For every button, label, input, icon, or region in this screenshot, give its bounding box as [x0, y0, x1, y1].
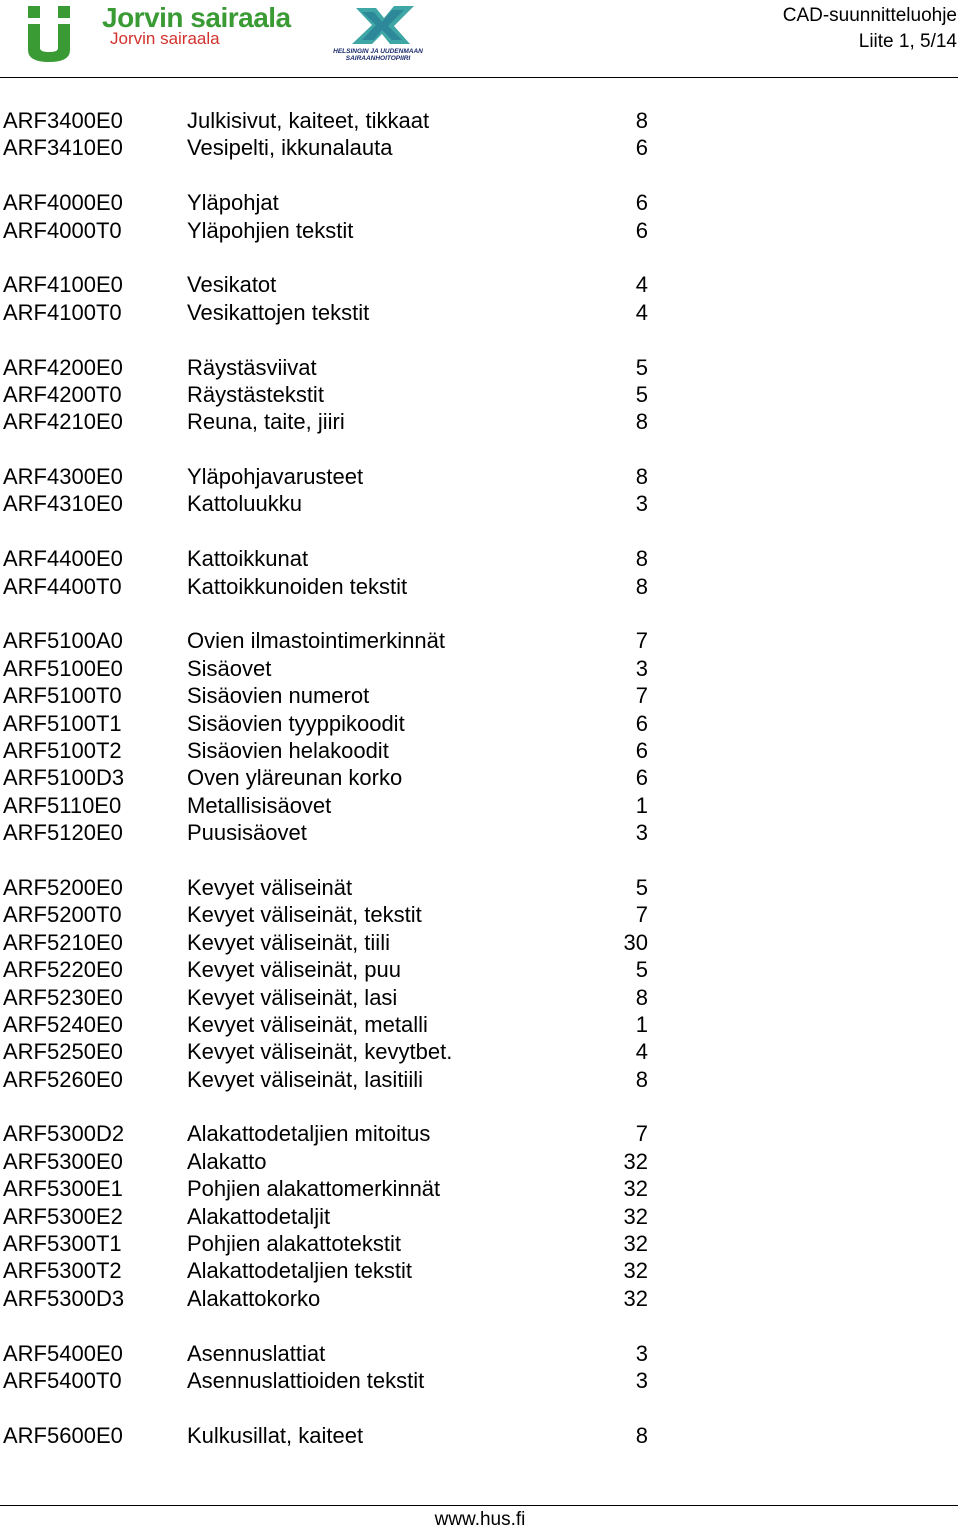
layer-description: Ovien ilmastointimerkinnät — [187, 628, 445, 654]
layer-color-number: 32 — [623, 1203, 648, 1229]
layer-description: Pohjien alakattotekstit — [187, 1231, 402, 1257]
layer-description: Vesipelti, ikkunalauta — [187, 135, 393, 161]
layer-row — [0, 737, 700, 764]
layer-description: Vesikattojen tekstit — [187, 299, 370, 325]
layer-row — [0, 1120, 700, 1147]
layer-row — [0, 107, 700, 134]
layer-description: Alakattodetaljien tekstit — [187, 1258, 413, 1284]
layer-description: Kevyet väliseinät, lasitiili — [187, 1066, 423, 1092]
layer-color-number: 3 — [635, 1367, 648, 1393]
layer-description: Kevyet väliseinät, lasi — [187, 984, 398, 1010]
layer-code: ARF5110E0 — [3, 792, 122, 818]
row-spacer — [0, 1312, 700, 1339]
layer-code: ARF5400E0 — [3, 1340, 123, 1366]
layer-row — [0, 1148, 700, 1175]
layer-code: ARF3400E0 — [3, 108, 123, 133]
layer-code: ARF5260E0 — [3, 1066, 123, 1092]
row-spacer — [0, 600, 700, 627]
layer-description: Metallisisäovet — [187, 792, 332, 818]
row-spacer — [0, 244, 700, 271]
layer-color-number: 6 — [635, 135, 648, 161]
layer-description: Kevyet väliseinät, tiili — [187, 929, 390, 955]
logo-wordmark: Jorvin sairaala — [102, 2, 291, 33]
layer-row — [0, 682, 700, 709]
layer-color-number: 7 — [635, 902, 648, 928]
layer-row — [0, 189, 700, 216]
layer-color-number: 6 — [635, 737, 648, 763]
hus-caption-line1: HELSINGIN JA UUDENMAAN — [333, 48, 423, 55]
layer-code: ARF5300T2 — [3, 1258, 122, 1284]
layer-code: ARF5200T0 — [3, 902, 122, 928]
layer-color-number: 32 — [623, 1176, 648, 1202]
layer-row — [0, 1230, 700, 1257]
layer-code: ARF5400T0 — [3, 1367, 122, 1393]
layer-color-number: 32 — [623, 1285, 648, 1311]
layer-description: Julkisivut, kaiteet, tikkaat — [187, 108, 430, 133]
layer-color-number: 4 — [635, 272, 648, 298]
layer-description: Asennuslattioiden tekstit — [187, 1367, 425, 1393]
layer-color-number: 6 — [635, 710, 648, 736]
layer-code: ARF5100T0 — [3, 683, 122, 709]
layer-color-number: 4 — [635, 1039, 648, 1065]
layer-color-number: 32 — [623, 1258, 648, 1284]
layer-code: ARF5300D2 — [3, 1121, 125, 1147]
layer-code: ARF5240E0 — [3, 1011, 123, 1037]
layer-code: ARF5600E0 — [3, 1422, 123, 1448]
logo-subtitle: Jorvin sairaala — [110, 29, 220, 48]
layer-description: Oven yläreunan korko — [187, 765, 403, 791]
layer-color-number: 8 — [635, 1422, 648, 1448]
layer-description: Kevyet väliseinät, tekstit — [187, 902, 422, 928]
layer-row — [0, 1367, 700, 1394]
layer-description: Sisäovien helakoodit — [187, 737, 389, 763]
layer-color-number: 8 — [635, 1066, 648, 1092]
document-title: CAD-suunnitteluohje — [782, 5, 957, 26]
layer-row — [0, 1175, 700, 1202]
footer-divider — [0, 1505, 958, 1506]
layer-color-number: 6 — [635, 765, 648, 791]
layer-row — [0, 792, 700, 819]
layer-row — [0, 490, 700, 517]
layer-color-number: 1 — [635, 1011, 648, 1037]
layer-row — [0, 354, 700, 381]
layer-color-number: 4 — [635, 299, 648, 325]
layer-color-number: 8 — [635, 464, 648, 490]
layer-code: ARF5220E0 — [3, 957, 123, 983]
layer-description: Kattoikkunoiden tekstit — [187, 573, 408, 599]
layer-row — [0, 408, 700, 435]
layer-color-number: 8 — [635, 573, 648, 599]
layer-row — [0, 463, 700, 490]
layer-row — [0, 764, 700, 791]
hus-caption — [328, 48, 428, 62]
layer-description: Reuna, taite, jiiri — [187, 409, 345, 435]
layer-code: ARF3410E0 — [3, 135, 123, 161]
footer-url: www.hus.fi — [434, 1509, 526, 1530]
layer-description: Kattoluukku — [187, 491, 302, 517]
layer-code: ARF5120E0 — [3, 820, 123, 846]
layer-code: ARF4310E0 — [3, 491, 123, 517]
layer-code: ARF5300T1 — [3, 1231, 122, 1257]
page-footer — [0, 1508, 960, 1532]
layer-row — [0, 1422, 700, 1449]
hus-caption-line2: SAIRAANHOITOPIIRI — [345, 55, 411, 62]
hus-cross-icon — [348, 4, 418, 46]
layer-description: Alakattokorko — [187, 1285, 321, 1311]
layer-color-number: 32 — [623, 1231, 648, 1257]
layer-color-number: 7 — [635, 628, 648, 654]
layer-code: ARF5210E0 — [3, 929, 123, 955]
row-spacer — [0, 436, 700, 463]
layer-color-number: 6 — [635, 217, 648, 243]
layer-row — [0, 655, 700, 682]
layer-color-number: 8 — [635, 984, 648, 1010]
layer-code: ARF4210E0 — [3, 409, 123, 435]
layer-color-number: 7 — [635, 683, 648, 709]
layer-row — [0, 134, 700, 161]
layer-code: ARF5300E1 — [3, 1176, 123, 1202]
layer-description: Pohjien alakattomerkinnät — [187, 1176, 441, 1202]
layer-row — [0, 956, 700, 983]
layer-description: Kevyet väliseinät, puu — [187, 957, 402, 983]
jorvin-logo-icon — [28, 6, 74, 62]
layer-color-number: 6 — [635, 190, 648, 216]
layer-description: Alakatto — [187, 1148, 267, 1174]
layer-description: Sisäovien numerot — [187, 683, 370, 709]
layer-description: Asennuslattiat — [187, 1340, 326, 1366]
layer-description: Yläpohjat — [187, 190, 279, 216]
layer-code: ARF5230E0 — [3, 984, 123, 1010]
layer-row — [0, 874, 700, 901]
layer-description: Kevyet väliseinät, kevytbet. — [187, 1039, 453, 1065]
layer-color-number: 5 — [635, 354, 648, 380]
header-divider — [0, 77, 958, 78]
layer-row — [0, 1038, 700, 1065]
layer-description: Yläpohjien tekstit — [187, 217, 354, 243]
layer-code: ARF4200E0 — [3, 354, 123, 380]
layer-row — [0, 1066, 700, 1093]
layer-color-number: 3 — [635, 655, 648, 681]
layer-color-number: 8 — [635, 546, 648, 572]
layer-color-number: 3 — [635, 820, 648, 846]
layer-color-number: 3 — [635, 1340, 648, 1366]
layer-description: Vesikatot — [187, 272, 277, 298]
layer-code: ARF4300E0 — [3, 464, 123, 490]
layer-description: Räystästekstit — [187, 381, 324, 407]
layer-code: ARF5100T2 — [3, 737, 122, 763]
layer-code: ARF4400T0 — [3, 573, 122, 599]
layer-row — [0, 573, 700, 600]
layer-code: ARF5300E0 — [3, 1148, 123, 1174]
layer-row — [0, 217, 700, 244]
layer-row — [0, 1340, 700, 1367]
layer-row — [0, 381, 700, 408]
row-spacer — [0, 847, 700, 874]
layer-row — [0, 1257, 700, 1284]
layer-color-number: 5 — [635, 957, 648, 983]
layer-row — [0, 1011, 700, 1038]
layer-code: ARF5100T1 — [3, 710, 122, 736]
layer-description: Alakattodetaljien mitoitus — [187, 1121, 431, 1147]
layer-row — [0, 299, 700, 326]
layer-color-number: 5 — [635, 381, 648, 407]
layer-description: Alakattodetaljit — [187, 1203, 331, 1229]
layer-row — [0, 1203, 700, 1230]
row-spacer — [0, 518, 700, 545]
layer-code: ARF4400E0 — [3, 546, 123, 572]
layer-code: ARF5300D3 — [3, 1285, 125, 1311]
layer-code: ARF4100E0 — [3, 272, 123, 298]
layer-description: Kulkusillat, kaiteet — [187, 1422, 364, 1448]
layer-code: ARF4100T0 — [3, 299, 122, 325]
row-spacer — [0, 1394, 700, 1421]
layer-color-number: 3 — [635, 491, 648, 517]
layer-description: Kevyet väliseinät — [187, 874, 353, 900]
layer-code: ARF5100D3 — [3, 765, 125, 791]
layer-description: Kattoikkunat — [187, 546, 309, 572]
page-header — [0, 0, 960, 80]
layer-row — [0, 271, 700, 298]
row-spacer — [0, 1093, 700, 1120]
layer-color-number: 5 — [635, 874, 648, 900]
layer-description: Yläpohjavarusteet — [187, 464, 364, 490]
hospital-logo — [28, 4, 448, 68]
layer-code: ARF4000E0 — [3, 190, 123, 216]
layer-description: Sisäovet — [187, 655, 272, 681]
row-spacer — [0, 162, 700, 189]
layer-color-number: 8 — [635, 409, 648, 435]
layer-list — [0, 107, 700, 1449]
layer-color-number: 32 — [623, 1148, 648, 1174]
layer-row — [0, 929, 700, 956]
layer-color-number: 30 — [623, 929, 648, 955]
layer-code: ARF5250E0 — [3, 1039, 123, 1065]
layer-code: ARF4000T0 — [3, 217, 122, 243]
layer-code: ARF5100E0 — [3, 655, 123, 681]
layer-description: Räystäsviivat — [187, 354, 317, 380]
layer-row — [0, 901, 700, 928]
row-spacer — [0, 326, 700, 353]
layer-row — [0, 984, 700, 1011]
layer-color-number: 7 — [635, 1121, 648, 1147]
layer-color-number: 8 — [635, 108, 648, 133]
layer-description: Puusisäovet — [187, 820, 307, 846]
layer-description: Sisäovien tyyppikoodit — [187, 710, 405, 736]
layer-code: ARF5300E2 — [3, 1203, 123, 1229]
layer-row — [0, 710, 700, 737]
layer-description: Kevyet väliseinät, metalli — [187, 1011, 428, 1037]
layer-code: ARF4200T0 — [3, 381, 122, 407]
layer-row — [0, 545, 700, 572]
header-meta — [783, 3, 957, 55]
layer-code: ARF5200E0 — [3, 874, 123, 900]
layer-row — [0, 1285, 700, 1312]
layer-code: ARF5100A0 — [3, 628, 123, 654]
page-reference: Liite 1, 5/14 — [858, 31, 957, 52]
layer-row — [0, 819, 700, 846]
layer-color-number: 1 — [635, 792, 648, 818]
layer-row — [0, 627, 700, 654]
